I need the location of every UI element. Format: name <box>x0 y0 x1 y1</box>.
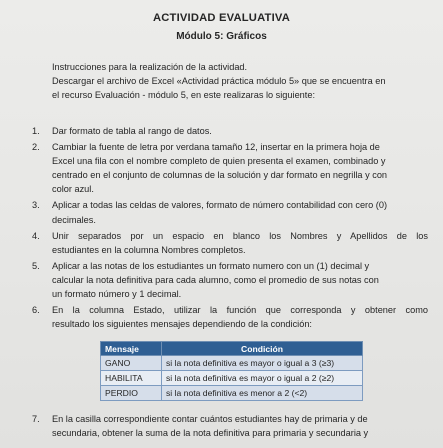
item-line: En la casilla correspondiente contar cuántos estudiantes hay de primaria y de <box>52 414 368 424</box>
item-line: secundaria, obtener la suma de la nota definitiva para primaria y secundaria y <box>52 428 369 439</box>
item-line: estudiantes en la columna Nombres completos. <box>52 244 246 255</box>
item-number: 2. <box>32 142 40 153</box>
table-cell-condicion: si la nota definitiva es menor a 2 (<2) <box>162 386 363 401</box>
table-cell-condicion: si la nota definitiva es mayor o igual a 3 (≥3) <box>162 356 363 371</box>
item-line: Excel una fila con el nombre completo de quien presenta el examen, combinado y <box>52 156 386 167</box>
table-row <box>101 356 363 371</box>
table-header-row <box>101 342 363 356</box>
table-header-condicion: Condición <box>162 342 363 356</box>
item-line: centrado en el conjunto de columnas de la solución y dar formato en negrilla y con <box>52 170 388 181</box>
list-item <box>28 412 428 440</box>
module-subtitle: Módulo 5: Gráficos <box>176 31 267 42</box>
table-cell-mensaje: PERDIO <box>101 386 162 401</box>
list-item <box>28 259 428 301</box>
intro-heading: Instrucciones para la realización de la actividad. <box>52 62 248 72</box>
item-line: Cambiar la fuente de letra por verdana tamaño 12, insertar en la primera hoja de <box>52 142 380 153</box>
item-number: 7. <box>32 414 40 424</box>
table-header-mensaje: Mensaje <box>101 342 162 356</box>
list-item <box>28 140 428 196</box>
item-number: 6. <box>32 305 40 316</box>
table-cell-condicion: si la nota definitiva es mayor o igual a 2 (≥2) <box>162 371 363 386</box>
item-text <box>52 229 428 257</box>
instruction-list-continued <box>28 412 428 440</box>
item-text <box>52 198 428 226</box>
item-number: 1. <box>32 126 40 136</box>
item-line: resultado los siguientes mensajes dependiendo de la condición: <box>52 319 312 330</box>
intro-line: Descargar el archivo de Excel «Actividad práctica módulo 5» que se encuentra en <box>52 76 386 86</box>
item-line: Aplicar a las notas de los estudiantes un formato numero con un (1) decimal y <box>52 260 370 271</box>
condition-table <box>100 341 363 401</box>
item-line: calcular la nota definitiva para cada alumno, como el promedio de sus notas con <box>52 274 379 285</box>
list-item <box>28 198 428 226</box>
item-text <box>52 412 428 440</box>
document-title: ACTIVIDAD EVALUATIVA <box>152 12 290 24</box>
item-number: 3. <box>32 200 40 211</box>
item-text <box>52 124 428 138</box>
list-item <box>28 303 428 331</box>
table-cell-mensaje: HABILITA <box>101 371 162 386</box>
item-line: En la columna Estado, utilizar la función que corresponda y obtener como <box>52 305 428 316</box>
item-line: Dar formato de tabla al rango de datos. <box>52 126 212 136</box>
item-text <box>52 259 428 301</box>
intro-paragraph <box>52 60 422 102</box>
instruction-list <box>28 124 428 331</box>
item-text <box>52 140 428 196</box>
item-line: Unir separados por un espacio en blanco los Nombres y Apellidos de los <box>52 230 428 241</box>
table-row <box>101 371 363 386</box>
item-number: 5. <box>32 260 40 271</box>
item-line: decimales. <box>52 214 96 225</box>
intro-line: el recurso Evaluación - módulo 5, en este realizaras lo siguiente: <box>52 90 316 100</box>
list-item <box>28 124 428 138</box>
table-row <box>101 386 363 401</box>
item-line: color azul. <box>52 184 94 195</box>
item-line: un formato número y 1 decimal. <box>52 289 182 300</box>
item-line: Aplicar a todas las celdas de valores, formato de número contabilidad con cero (0) <box>52 200 388 211</box>
list-item <box>28 229 428 257</box>
table-cell-mensaje: GANO <box>101 356 162 371</box>
item-text <box>52 303 428 331</box>
item-number: 4. <box>32 230 40 241</box>
